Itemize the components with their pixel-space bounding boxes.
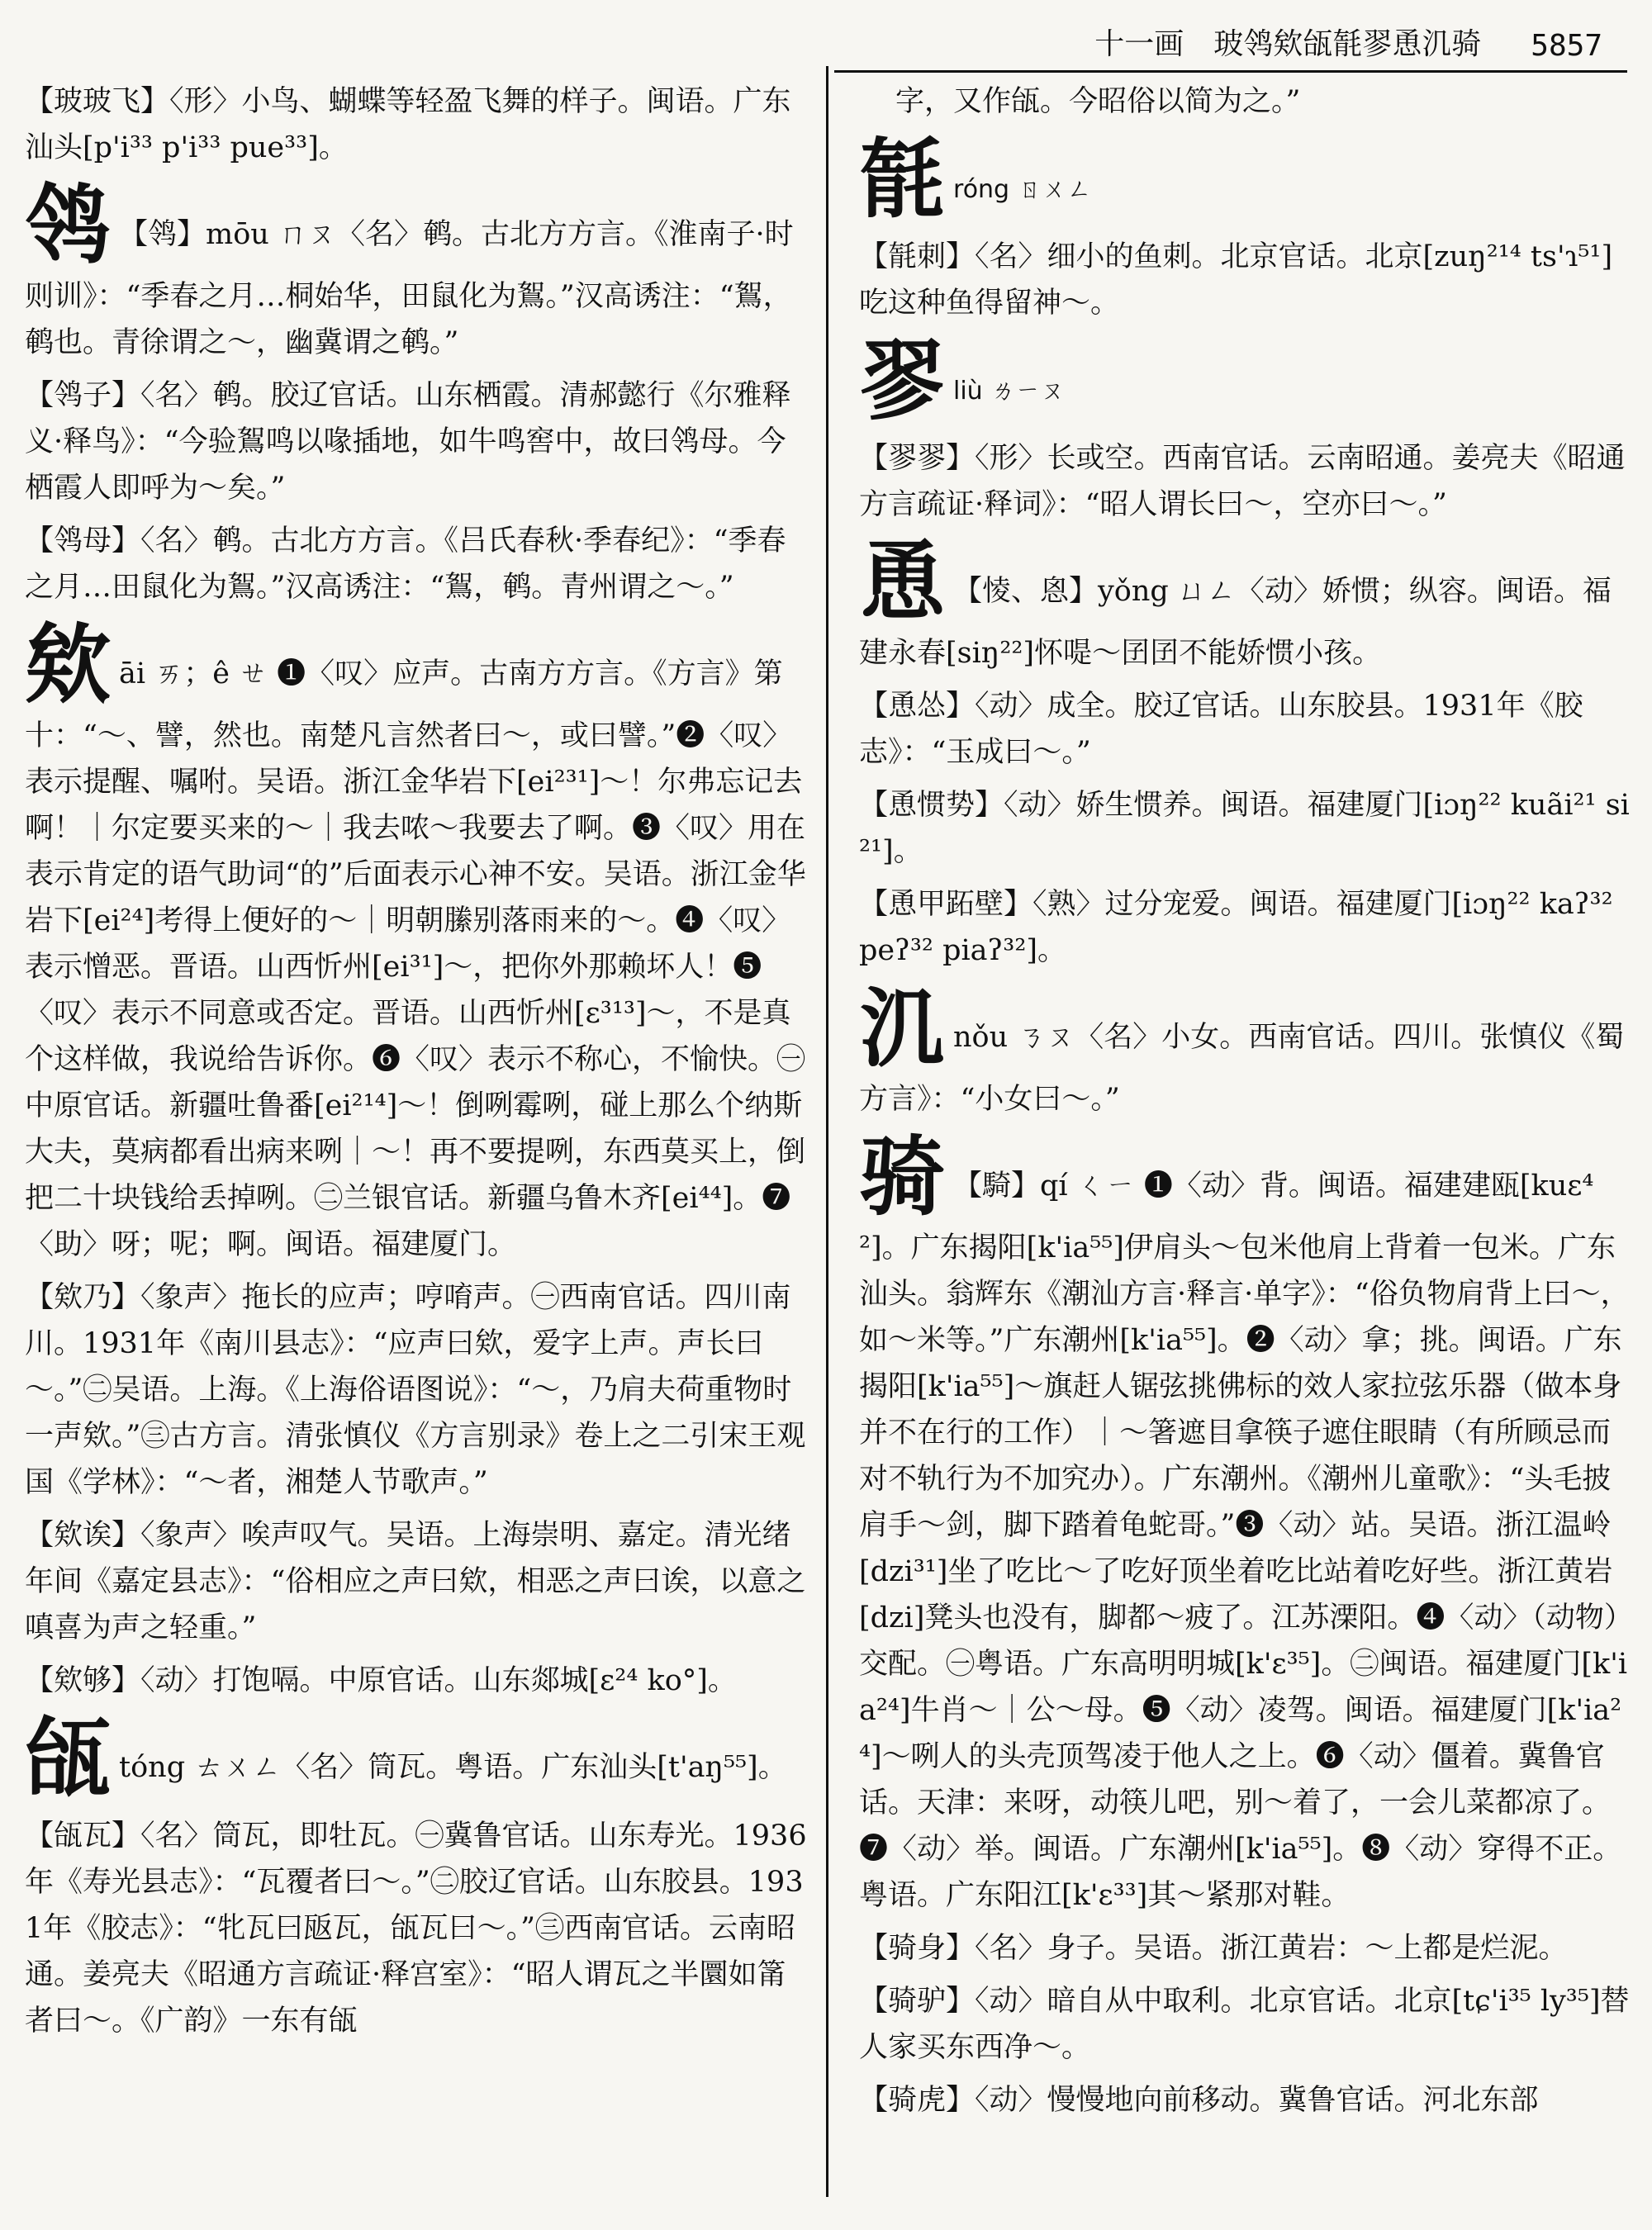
entry — [859, 881, 1631, 974]
char-entry — [25, 614, 809, 1268]
entry-headword: 【翏翏】 — [859, 442, 976, 475]
entry-text: 〈名〉鹌。古北方方言。《吕氏春秋·季春纪》：“季春之月…田鼠化为鴽。”汉高诱注：“鴽，鹌。青州谓之～。” — [25, 524, 786, 604]
entry — [25, 78, 809, 171]
entry — [859, 435, 1631, 528]
pronunciation: róng ㄖㄨㄥ — [953, 175, 1092, 204]
head-character: 欸 — [25, 614, 112, 715]
char-entry — [25, 1708, 809, 1809]
entry-headword: 【恿惯势】 — [859, 789, 1004, 822]
entry-headword: 【毻刺】 — [859, 240, 976, 273]
head-character: 鸰 — [25, 175, 112, 276]
entry-text: 〈动〉娇生惯养。闽语。福建厦门[iɔŋ²² kuãi²¹ si²¹]。 — [859, 789, 1630, 868]
entry-text: 【騎】qí ㄑㄧ ❶〈动〉背。闽语。福建建瓯[kuɛ⁴²]。广东揭阳[k'ia⁵⁵]伊肩头～包米他肩上背着一包米。广东汕头。翁辉东《潮汕方言·释言·单字》：“俗负物肩背上曰～，如～米等。”广东潮州[k'ia⁵⁵]。❷〈动〉拿；挑。闽语。广东揭阳[k'ia⁵⁵]～旗赶人锯弦挑佛标的效人家拉弦乐器（做本身并不在行的工作）｜～箸遮目拿筷子遮住眼睛（有所顾忌而对不轨行为不加究办）。广东潮州。《潮州儿童歌》：“头毛披肩手～剑，脚下踏着龟蛇哥。”❸〈动〉站。吴语。浙江温岭[dzi³¹]坐了吃比～了吃好顶坐着吃比站着吃好些。浙江黄岩[dzi]凳头也没有，脚都～疲了。江苏溧阳。❹〈动〉（动物）交配。㊀粤语。广东高明明城[k'ɛ³⁵]。㊁闽语。福建厦门[k'ia²⁴]牛肖～｜公～母。❺〈动〉凌驾。闽语。福建厦门[k'ia²⁴]～咧人的头壳顶驾凌于他人之上。❻〈动〉僵着。冀鲁官话。天津：来呀，动筷儿吧，别～着了，一会儿菜都凉了。❼〈动〉举。闽语。广东潮州[k'ia⁵⁵]。❽〈动〉穿得不正。粤语。广东阳江[k'ɛ³³]其～紧那对鞋。 — [859, 1170, 1630, 1912]
entry-text: 〈名〉细小的鱼刺。北京官话。北京[zuŋ²¹⁴ ts'ɿ⁵¹]吃这种鱼得留神～。 — [859, 240, 1613, 320]
entry-text: 〈名〉筒瓦，即牡瓦。㊀冀鲁官话。山东寿光。1936年《寿光县志》：“瓦覆者曰～。”㊁胶辽官话。山东胶县。1931年《胶志》：“牝瓦曰瓪瓦，瓵瓦曰～。”㊂西南官话。云南昭通。姜亮夫《昭通方言疏证·释宫室》：“昭人谓瓦之半圜如筩者曰～。《广韵》一东有瓵 — [25, 1820, 807, 2038]
entry-text: 〈动〉打饱嗝。中原官话。山东郯城[ɛ²⁴ ko°]。 — [140, 1664, 737, 1697]
entry-text: 〈形〉小鸟、蝴蝶等轻盈飞舞的样子。闽语。广东汕头[p'i³³ p'i³³ pue³³]。 — [25, 85, 791, 164]
entry-text: nǒu ㄋㄡ〈名〉小女。西南官话。四川。张慎仪《蜀方言》：“小女曰～。” — [859, 1021, 1625, 1116]
head-character: 毻 — [859, 129, 946, 230]
entry — [859, 683, 1631, 776]
entry-headword: 【欸诶】 — [25, 1519, 141, 1552]
entry-headword: 【骑驴】 — [859, 1985, 976, 2018]
entry-text: 〈动〉成全。胶辽官话。山东胶县。1931年《胶志》：“玉成曰～。” — [859, 690, 1583, 769]
entry-headword: 【恿甲跖壁】 — [859, 888, 1033, 921]
column-divider — [826, 66, 828, 2197]
char-entry — [859, 534, 1631, 676]
entry-text: āi ㄞ；ê ㄝ ❶〈叹〉应声。古南方方言。《方言》第十：“～、譬，然也。南楚凡言然者曰～，或曰譬。”❷〈叹〉表示提醒、嘱咐。吴语。浙江金华岩下[ei²³¹]～！尔弗忘记去啊！｜尔定要买来的～｜我去哝～我要去了啊。❸〈叹〉用在表示肯定的语气助词“的”后面表示心神不安。吴语。浙江金华岩下[ei²⁴]考得上便好的～｜明朝縢别落雨来的～。❹〈叹〉表示憎恶。晋语。山西忻州[ei³¹]～，把你外那赖坏人！❺〈叹〉表示不同意或否定。晋语。山西忻州[ɛ³¹³]～，不是真个这样做，我说给告诉你。❻〈叹〉表示不称心，不愉快。㊀中原官话。新疆吐鲁番[ei²¹⁴]～！倒咧霉咧，碰上那么个纳斯大夫，莫病都看出病来咧｜～！再不要提咧，东西莫买上，倒把二十块钱给丢掉咧。㊁兰银官话。新疆乌鲁木齐[ei⁴⁴]。❼〈助〉呀；呢；啊。闽语。福建厦门。 — [25, 657, 806, 1261]
head-character: 㲹 — [859, 978, 946, 1079]
entry-text: 〈象声〉唉声叹气。吴语。上海崇明、嘉定。清光绪年间《嘉定县志》：“俗相应之声曰欸，相恶之声曰诶，以意之嗔喜为声之轻重。” — [25, 1519, 806, 1644]
char-entry — [859, 1129, 1631, 1919]
header-title: 十一画 玻鸰欸瓵毻翏恿㲹骑 — [1094, 27, 1482, 61]
entry-text: 〈形〉长或空。西南官话。云南昭通。姜亮夫《昭通方言疏证·释词》：“昭人谓长曰～，空亦曰～。” — [859, 442, 1626, 521]
header-rule — [834, 70, 1627, 73]
entry — [859, 1978, 1631, 2071]
entry — [25, 1813, 809, 2044]
head-character: 恿 — [859, 532, 946, 633]
entry-text: 【鸰】mōu ㄇㄡ〈名〉鹌。古北方方言。《淮南子·时则训》：“季春之月…桐始华，田鼠化为鴽。”汉高诱注：“鴽，鹌也。青徐谓之～，幽冀谓之鹌。” — [25, 218, 794, 359]
entry-text: 〈动〉暗自从中取利。北京官话。北京[tɕ'i³⁵ ly³⁵]替人家买东西净～。 — [859, 1985, 1630, 2064]
entry-text: 【㥄、恖】yǒng ㄩㄥ〈动〉娇惯；纵容。闽语。福建永春[siŋ²²]怀㖷～囝囝不能娇惯小孩。 — [859, 575, 1612, 670]
entry-headword: 【骑身】 — [859, 1932, 976, 1965]
entry-headword: 【欸够】 — [25, 1664, 141, 1697]
entry-headword: 【欸乃】 — [25, 1281, 141, 1314]
entry-headword: 【骑虎】 — [859, 2084, 976, 2117]
entry-text: 〈象声〉拖长的应声；哼唷声。㊀西南官话。四川南川。1931年《南川县志》：“应声曰欸，爱字上声。声长曰～。”㊁吴语。上海。《上海俗语图说》：“～，乃肩夫荷重物时一声欸。”㊂古方言。清张慎仪《方言别录》卷上之二引宋王观国《学林》：“～者，湘楚人节歌声。” — [25, 1281, 806, 1499]
entry — [25, 1512, 809, 1651]
entry — [25, 1658, 809, 1704]
entry-text: 〈名〉身子。吴语。浙江黄岩：～上都是烂泥。 — [975, 1932, 1568, 1965]
entry — [859, 234, 1631, 326]
entry-headword: 【玻玻飞】 — [25, 85, 170, 118]
entry-headword: 【瓵瓦】 — [25, 1820, 141, 1853]
entry — [25, 1274, 809, 1506]
entry-text: tóng ㄊㄨㄥ〈名〉筒瓦。粤语。广东汕头[t'aŋ⁵⁵]。 — [119, 1751, 787, 1784]
head-character: 骑 — [859, 1127, 946, 1227]
entry-text: 〈动〉慢慢地向前移动。冀鲁官话。河北东部 — [975, 2084, 1539, 2117]
pronunciation: liù ㄌㄧㄡ — [953, 377, 1066, 406]
char-entry — [859, 129, 1631, 230]
entry — [859, 782, 1631, 875]
entry-headword: 【鸰子】 — [25, 379, 141, 412]
entry — [859, 1925, 1631, 1971]
entry-text: 〈熟〉过分宠爱。闽语。福建厦门[iɔŋ²² kaʔ³² peʔ³² piaʔ³²]。 — [859, 888, 1613, 967]
char-entry — [25, 175, 809, 366]
continued-text: 字，又作瓵。今昭俗以简为之。” — [895, 85, 1301, 118]
entry-headword: 【鸰母】 — [25, 524, 141, 558]
char-entry — [859, 330, 1631, 431]
page-number: 5857 — [1531, 29, 1602, 63]
head-character: 瓵 — [25, 1708, 112, 1809]
entry — [859, 2077, 1631, 2123]
entry — [25, 372, 809, 511]
left-column — [25, 78, 809, 2213]
head-character: 翏 — [859, 330, 946, 431]
entry — [25, 518, 809, 610]
char-entry — [859, 980, 1631, 1122]
right-column — [859, 78, 1631, 2213]
page-header — [776, 15, 1602, 63]
entry-text: 〈名〉鹌。胶辽官话。山东栖霞。清郝懿行《尔雅释义·释鸟》：“今验鴽鸣以喙插地，如牛鸣窖中，故曰鸰母。今栖霞人即呼为～矣。” — [25, 379, 791, 505]
entry-headword: 【恿怂】 — [859, 690, 976, 723]
